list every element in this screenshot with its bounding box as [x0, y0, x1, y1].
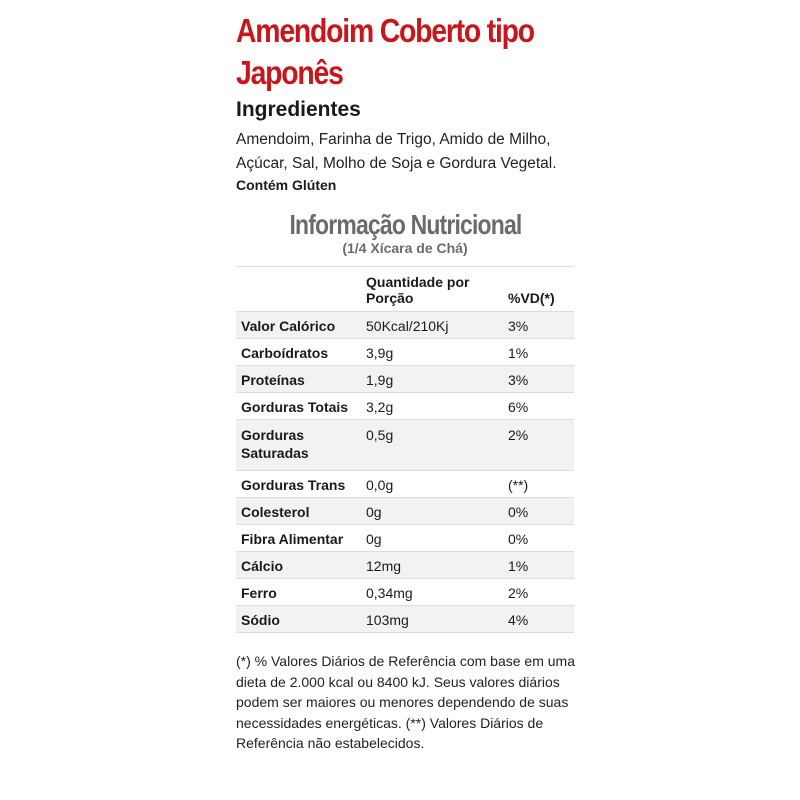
nutrient-dv: 1%: [503, 552, 574, 579]
gluten-notice: Contém Glúten: [236, 177, 337, 193]
nutrient-dv: 0%: [503, 498, 574, 525]
nutrient-dv: 3%: [503, 366, 574, 393]
nutrient-quantity: 0,0g: [361, 471, 503, 498]
table-row: [236, 471, 574, 498]
nutrient-name: Gorduras Trans: [236, 471, 361, 498]
table-row: [236, 312, 574, 339]
nutrient-name: Cálcio: [236, 552, 361, 579]
nutrient-dv: 0%: [503, 525, 574, 552]
nutrient-name: Fibra Alimentar: [236, 525, 361, 552]
nutrient-dv: (**): [503, 471, 574, 498]
table-row: [236, 498, 574, 525]
nutrient-name: Gorduras Totais: [236, 393, 361, 420]
nutrient-name: Carboídratos: [236, 339, 361, 366]
nutrient-quantity: 0,34mg: [361, 579, 503, 606]
nutrient-quantity: 0g: [361, 525, 503, 552]
nutrient-quantity: 0,5g: [361, 420, 503, 471]
header-quantity: Quantidade por Porção: [361, 267, 503, 312]
nutrient-dv: 2%: [503, 579, 574, 606]
nutrient-quantity: 3,9g: [361, 339, 503, 366]
nutrient-quantity: 50Kcal/210Kj: [361, 312, 503, 339]
table-row: [236, 606, 574, 633]
table-row: [236, 579, 574, 606]
nutrient-name: Sódio: [236, 606, 361, 633]
nutrient-dv: 6%: [503, 393, 574, 420]
nutrient-dv: 3%: [503, 312, 574, 339]
nutrition-title: [236, 210, 574, 240]
portion-size: (1/4 Xícara de Chá): [342, 240, 468, 256]
table-row: [236, 552, 574, 579]
nutrient-quantity: 0g: [361, 498, 503, 525]
nutrient-name: Proteínas: [236, 366, 361, 393]
table-row: [236, 420, 574, 471]
table-row: [236, 525, 574, 552]
nutrient-dv: 4%: [503, 606, 574, 633]
header-nutrient: [236, 267, 361, 312]
ingredients-text: Amendoim, Farinha de Trigo, Amido de Milho, Açúcar, Sal, Molho de Soja e Gordura Vegetal.: [236, 131, 557, 172]
nutrient-dv: 2%: [503, 420, 574, 471]
table-header-row: [236, 267, 574, 312]
nutrient-dv: 1%: [503, 339, 574, 366]
table-row: [236, 393, 574, 420]
product-info: [236, 10, 586, 768]
nutrient-name: Gorduras Saturadas: [236, 420, 361, 471]
nutrition-title-text: Informação Nutricional: [288, 209, 522, 240]
header-dv: %VD(*): [503, 267, 574, 312]
nutrient-quantity: 103mg: [361, 606, 503, 633]
nutrition-table: [236, 266, 574, 633]
nutrient-name: Ferro: [236, 579, 361, 606]
table-row: [236, 366, 574, 393]
nutrient-quantity: 1,9g: [361, 366, 503, 393]
product-title: Amendoim Coberto tipo Japonês: [236, 12, 534, 91]
ingredients-heading: Ingredientes: [236, 98, 361, 121]
nutrient-name: Valor Calórico: [236, 312, 361, 339]
nutrient-quantity: 12mg: [361, 552, 503, 579]
table-row: [236, 339, 574, 366]
footnote: (*) % Valores Diários de Referência com base em uma dieta de 2.000 kcal ou 8400 kJ. Seus valores diários podem ser maiores ou menores dependendo de suas necessidades energéticas. (**) Valores Diários de Referência não estabelecidos.: [236, 653, 575, 751]
nutrient-quantity: 3,2g: [361, 393, 503, 420]
nutrient-name: Colesterol: [236, 498, 361, 525]
